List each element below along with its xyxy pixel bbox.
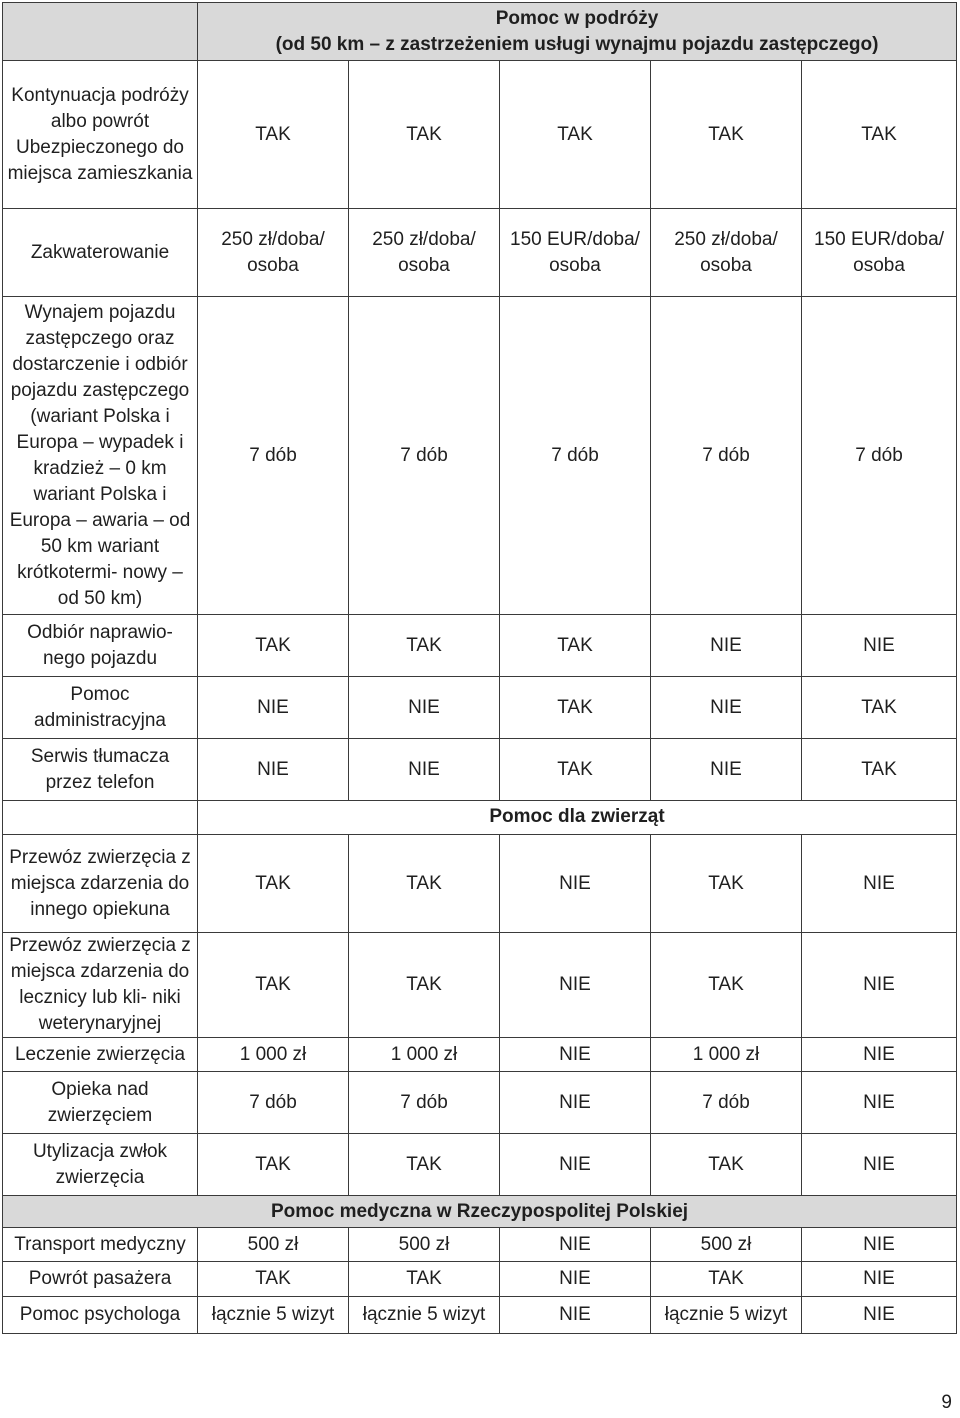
section-header-medical <box>3 1196 957 1228</box>
table-row <box>3 1262 957 1297</box>
value-cell: TAK <box>198 835 349 933</box>
value-cell: 1 000 zł <box>198 1038 349 1072</box>
value-cell: TAK <box>651 1134 802 1196</box>
table-row <box>3 61 957 209</box>
row-label: Transport medyczny <box>3 1228 198 1262</box>
value-cell: TAK <box>500 739 651 801</box>
value-cell: TAK <box>198 61 349 209</box>
row-label: Leczenie zwierzęcia <box>3 1038 198 1072</box>
value-cell: TAK <box>651 835 802 933</box>
table-row <box>3 677 957 739</box>
value-cell: NIE <box>802 933 957 1038</box>
value-cell: 7 dób <box>802 297 957 615</box>
value-cell: 250 zł/doba/ osoba <box>651 209 802 297</box>
section-header-travel <box>3 3 957 61</box>
row-label: Zakwaterowanie <box>3 209 198 297</box>
value-cell: 7 dób <box>500 297 651 615</box>
table-row <box>3 1038 957 1072</box>
value-cell: łącznie 5 wizyt <box>198 1297 349 1334</box>
value-cell: NIE <box>500 1262 651 1297</box>
section-subtitle: (od 50 km – z zastrzeżeniem usługi wynajmu pojazdu zastępczego) <box>275 33 879 55</box>
value-cell: TAK <box>349 933 500 1038</box>
value-cell: 7 dób <box>651 1072 802 1134</box>
coverage-table <box>2 2 957 1334</box>
table-row <box>3 739 957 801</box>
section-cell-animals <box>3 801 198 835</box>
value-cell: TAK <box>802 677 957 739</box>
section-title-travel <box>198 3 957 61</box>
table-row <box>3 835 957 933</box>
value-cell: 7 dób <box>651 297 802 615</box>
row-label: Serwis tłumacza przez telefon <box>3 739 198 801</box>
row-label: Utylizacja zwłok zwierzęcia <box>3 1134 198 1196</box>
value-cell: 1 000 zł <box>349 1038 500 1072</box>
value-cell: TAK <box>651 933 802 1038</box>
table-row <box>3 297 957 615</box>
row-label: Pomoc administracyjna <box>3 677 198 739</box>
value-cell: TAK <box>500 61 651 209</box>
value-cell: 250 zł/doba/ osoba <box>198 209 349 297</box>
section-title: Pomoc w podróży <box>495 7 659 29</box>
value-cell: 7 dób <box>349 297 500 615</box>
value-cell: 7 dób <box>198 297 349 615</box>
value-cell: NIE <box>198 677 349 739</box>
value-cell: TAK <box>500 615 651 677</box>
value-cell: NIE <box>651 615 802 677</box>
value-cell: 250 zł/doba/ osoba <box>349 209 500 297</box>
row-label: Opieka nad zwierzęciem <box>3 1072 198 1134</box>
table-row <box>3 1134 957 1196</box>
value-cell: TAK <box>500 677 651 739</box>
value-cell: TAK <box>198 1134 349 1196</box>
row-label: Odbiór naprawio- nego pojazdu <box>3 615 198 677</box>
value-cell: 1 000 zł <box>651 1038 802 1072</box>
value-cell: 500 zł <box>651 1228 802 1262</box>
value-cell: TAK <box>802 61 957 209</box>
value-cell: TAK <box>802 739 957 801</box>
value-cell: NIE <box>500 1297 651 1334</box>
value-cell: NIE <box>500 835 651 933</box>
value-cell: 150 EUR/doba/ osoba <box>500 209 651 297</box>
value-cell: NIE <box>500 1134 651 1196</box>
table-row <box>3 1072 957 1134</box>
value-cell: NIE <box>802 1297 957 1334</box>
value-cell: TAK <box>349 61 500 209</box>
row-label: Pomoc psychologa <box>3 1297 198 1334</box>
value-cell: NIE <box>500 1072 651 1134</box>
row-label: Przewóz zwierzęcia z miejsca zdarzenia do innego opiekuna <box>3 835 198 933</box>
table-row <box>3 1297 957 1334</box>
value-cell: NIE <box>198 739 349 801</box>
value-cell: TAK <box>349 1134 500 1196</box>
value-cell: NIE <box>802 835 957 933</box>
value-cell: TAK <box>349 835 500 933</box>
value-cell: NIE <box>500 1228 651 1262</box>
table-row <box>3 209 957 297</box>
value-cell: TAK <box>349 615 500 677</box>
value-cell: łącznie 5 wizyt <box>349 1297 500 1334</box>
value-cell: łącznie 5 wizyt <box>651 1297 802 1334</box>
value-cell: TAK <box>651 1262 802 1297</box>
table-row <box>3 1228 957 1262</box>
value-cell: NIE <box>802 1228 957 1262</box>
row-label: Kontynuacja podróży albo powrót Ubezpieczonego do miejsca zamieszkania <box>3 61 198 209</box>
value-cell: TAK <box>349 1262 500 1297</box>
value-cell: TAK <box>198 615 349 677</box>
value-cell: NIE <box>500 1038 651 1072</box>
value-cell: NIE <box>802 1038 957 1072</box>
section-cell-travel <box>3 3 198 61</box>
value-cell: NIE <box>802 615 957 677</box>
table-row <box>3 933 957 1038</box>
value-cell: NIE <box>500 933 651 1038</box>
value-cell: TAK <box>651 61 802 209</box>
section-title-animals: Pomoc dla zwierząt <box>198 801 957 835</box>
value-cell: TAK <box>198 1262 349 1297</box>
value-cell: 7 dób <box>198 1072 349 1134</box>
value-cell: NIE <box>802 1072 957 1134</box>
value-cell: NIE <box>349 739 500 801</box>
section-title-medical: Pomoc medyczna w Rzeczypospolitej Polskiej <box>3 1196 957 1228</box>
value-cell: 150 EUR/doba/ osoba <box>802 209 957 297</box>
value-cell: TAK <box>198 933 349 1038</box>
value-cell: 7 dób <box>349 1072 500 1134</box>
section-header-animals <box>3 801 957 835</box>
value-cell: 500 zł <box>198 1228 349 1262</box>
value-cell: NIE <box>802 1262 957 1297</box>
value-cell: 500 zł <box>349 1228 500 1262</box>
value-cell: NIE <box>651 677 802 739</box>
value-cell: NIE <box>802 1134 957 1196</box>
row-label: Wynajem pojazdu zastępczego oraz dostarczenie i odbiór pojazdu zastępczego (wariant Polska i Europa – wypadek i kradzież – 0 km wariant Polska i Europa – awaria – od 50 km wariant krótkotermi- nowy – od 50 km) <box>3 297 198 615</box>
value-cell: NIE <box>651 739 802 801</box>
value-cell: NIE <box>349 677 500 739</box>
row-label: Przewóz zwierzęcia z miejsca zdarzenia do lecznicy lub kli- niki weterynaryjnej <box>3 933 198 1038</box>
row-label: Powrót pasażera <box>3 1262 198 1297</box>
table-row <box>3 615 957 677</box>
page-number: 9 <box>941 1392 952 1413</box>
